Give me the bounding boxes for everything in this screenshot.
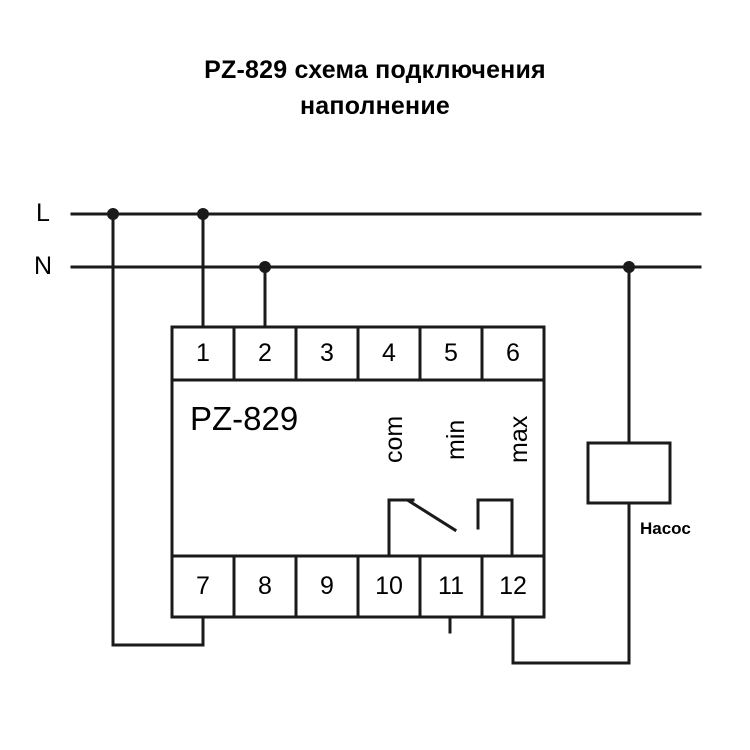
terminal-9[interactable]: 9 <box>320 572 334 600</box>
junction-dot-L2 <box>197 208 209 220</box>
probe-label-com: com <box>380 415 408 463</box>
probe-label-min: min <box>442 419 470 460</box>
pump-body <box>588 443 670 503</box>
terminal-12[interactable]: 12 <box>499 572 527 600</box>
terminal-5[interactable]: 5 <box>444 339 458 367</box>
title-line-1: PZ-829 схема подключения <box>204 56 546 84</box>
junction-dot-N1 <box>259 261 271 273</box>
pump-label: Насос <box>640 519 691 538</box>
terminal-4[interactable]: 4 <box>382 339 396 367</box>
terminal-6[interactable]: 6 <box>506 339 520 367</box>
junction-dot-N2 <box>623 261 635 273</box>
terminal-2[interactable]: 2 <box>258 339 272 367</box>
terminal-11[interactable]: 11 <box>438 572 464 600</box>
probe-label-max: max <box>505 415 533 463</box>
terminal-8[interactable]: 8 <box>258 572 272 600</box>
terminal-10[interactable]: 10 <box>375 572 403 600</box>
relay-blade <box>409 501 455 530</box>
rail-label-L: L <box>36 199 50 227</box>
device-name: PZ-829 <box>190 400 299 437</box>
terminal-3[interactable]: 3 <box>320 339 334 367</box>
title-line-2: наполнение <box>299 92 450 120</box>
terminal-1[interactable]: 1 <box>196 339 210 367</box>
terminal-7[interactable]: 7 <box>196 572 210 600</box>
junction-dot-L1 <box>107 208 119 220</box>
rail-label-N: N <box>34 252 53 280</box>
